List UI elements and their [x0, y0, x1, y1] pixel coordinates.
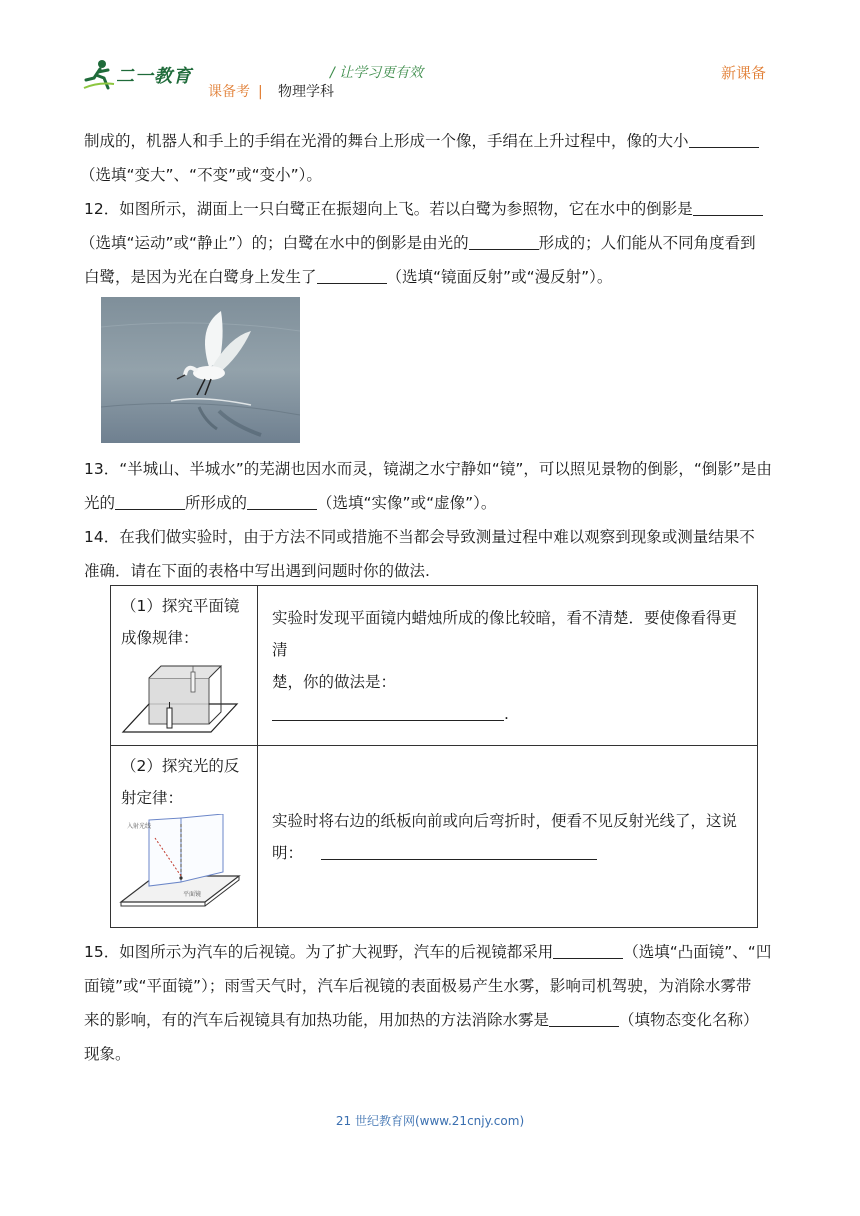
q13-line2b: 所形成的 — [185, 494, 248, 512]
answer-blank[interactable] — [549, 1011, 619, 1028]
reflection-law-figure — [119, 814, 243, 910]
answer-blank[interactable] — [693, 200, 763, 217]
q12-line2b: 形成的；人们能从不同角度看到 — [538, 234, 756, 252]
row2-title-cell — [111, 746, 258, 928]
row2-desc-cell — [258, 746, 758, 928]
row1-desc-a: 实验时发现平面镜内蜡烛所成的像比较暗，看不清楚．要使像看得更清 — [272, 608, 738, 659]
row2-title-b: 射定律： — [121, 789, 184, 807]
q15-line3a: 来的影响，有的汽车后视镜具有加热功能，用加热的方法消除水雾是 — [84, 1011, 550, 1029]
q11-text: 制成的，机器人和手上的手绢在光滑的舞台上形成一个像，手绢在上升过程中，像的大小 — [84, 132, 689, 150]
egret-photo — [101, 297, 300, 443]
plane-mirror-figure — [121, 658, 239, 738]
q13-line2c: （选填“实像”或“虚像”）。 — [317, 494, 497, 512]
question-11 — [80, 124, 774, 192]
row2-desc-b: 明： — [272, 843, 304, 862]
q12-line1: 12．如图所示，湖面上一只白鹭正在振翅向上飞。若以白鹭为参照物，它在水中的倒影是 — [84, 200, 693, 218]
slogan: / 让学习更有效 — [330, 65, 424, 81]
course-text: 课备考 — [208, 84, 250, 100]
course-separator: | — [258, 84, 263, 100]
answer-blank[interactable] — [321, 843, 597, 860]
answer-blank[interactable] — [469, 234, 539, 251]
answer-blank[interactable] — [689, 132, 759, 149]
course-label — [208, 81, 271, 101]
q13-line1: 13．“半城山、半城水”的芜湖也因水而灵，镜湖之水宁静如“镜”，可以照见景物的倒影，“倒影”是由 — [84, 460, 772, 478]
row1-title-cell — [111, 586, 258, 746]
q13-line2a: 光的 — [84, 494, 116, 512]
q15-line4: 现象。 — [84, 1045, 131, 1063]
table-row — [111, 586, 758, 746]
q12-line3b: （选填“镜面反射”或“漫反射”）。 — [386, 268, 613, 286]
answer-blank[interactable] — [317, 268, 387, 285]
answer-blank[interactable] — [272, 704, 504, 721]
q15-line1b: （选填“凸面镜”、“凹 — [623, 943, 772, 961]
row1-desc-cell — [258, 586, 758, 746]
q14-line2: 准确．请在下面的表格中写出遇到问题时你的做法. — [84, 562, 430, 580]
answer-blank[interactable] — [247, 494, 317, 511]
page-header — [0, 0, 860, 100]
question-14 — [84, 520, 774, 588]
corner-label: 新课备 — [721, 64, 767, 82]
q12-line2a: （选填“运动”或“静止”）的；白鹭在水中的倒影是由光的 — [80, 234, 469, 252]
runner-logo-icon — [82, 58, 116, 92]
q15-line2: 面镜”或“平面镜”）；雨雪天气时，汽车后视镜的表面极易产生水雾，影响司机驾驶，为消除水雾带 — [84, 977, 752, 995]
row1-end: . — [504, 704, 509, 723]
subject-label: 物理学科 — [278, 84, 334, 100]
question-13 — [84, 452, 774, 520]
fig-label-ray: 入射光线 — [127, 823, 152, 830]
q12-line3a: 白鹭，是因为光在白鹭身上发生了 — [84, 268, 317, 286]
question-15 — [84, 935, 774, 1071]
q14-line1: 14．在我们做实验时，由于方法不同或措施不当都会导致测量过程中难以观察到现象或测量结果不 — [84, 528, 755, 546]
row1-title-b: 成像规律： — [121, 629, 199, 647]
row2-title-a: （2）探究光的反 — [121, 757, 240, 775]
q15-line1a: 15．如图所示为汽车的后视镜。为了扩大视野，汽车的后视镜都采用 — [84, 943, 554, 961]
answer-blank[interactable] — [553, 943, 623, 960]
table-row — [111, 746, 758, 928]
row1-title-a: （1）探究平面镜 — [121, 597, 240, 615]
row2-desc-a: 实验时将右边的纸板向前或向后弯折时，便看不见反射光线了，这说 — [272, 811, 738, 830]
row1-desc-b: 楚，你的做法是： — [272, 672, 397, 691]
fig-label-mirror: 平面镜 — [183, 891, 202, 898]
logo-text: 二一教育 — [116, 66, 192, 87]
question-12 — [80, 192, 774, 294]
logo — [82, 58, 192, 92]
answer-blank[interactable] — [115, 494, 185, 511]
page-footer[interactable]: 21 世纪教育网(www.21cnjy.com) — [335, 1114, 525, 1128]
experiment-table — [110, 585, 758, 928]
q15-line3b: （填物态变化名称） — [619, 1011, 759, 1029]
q11-options: （选填“变大”、“不变”或“变小”）。 — [80, 166, 322, 184]
